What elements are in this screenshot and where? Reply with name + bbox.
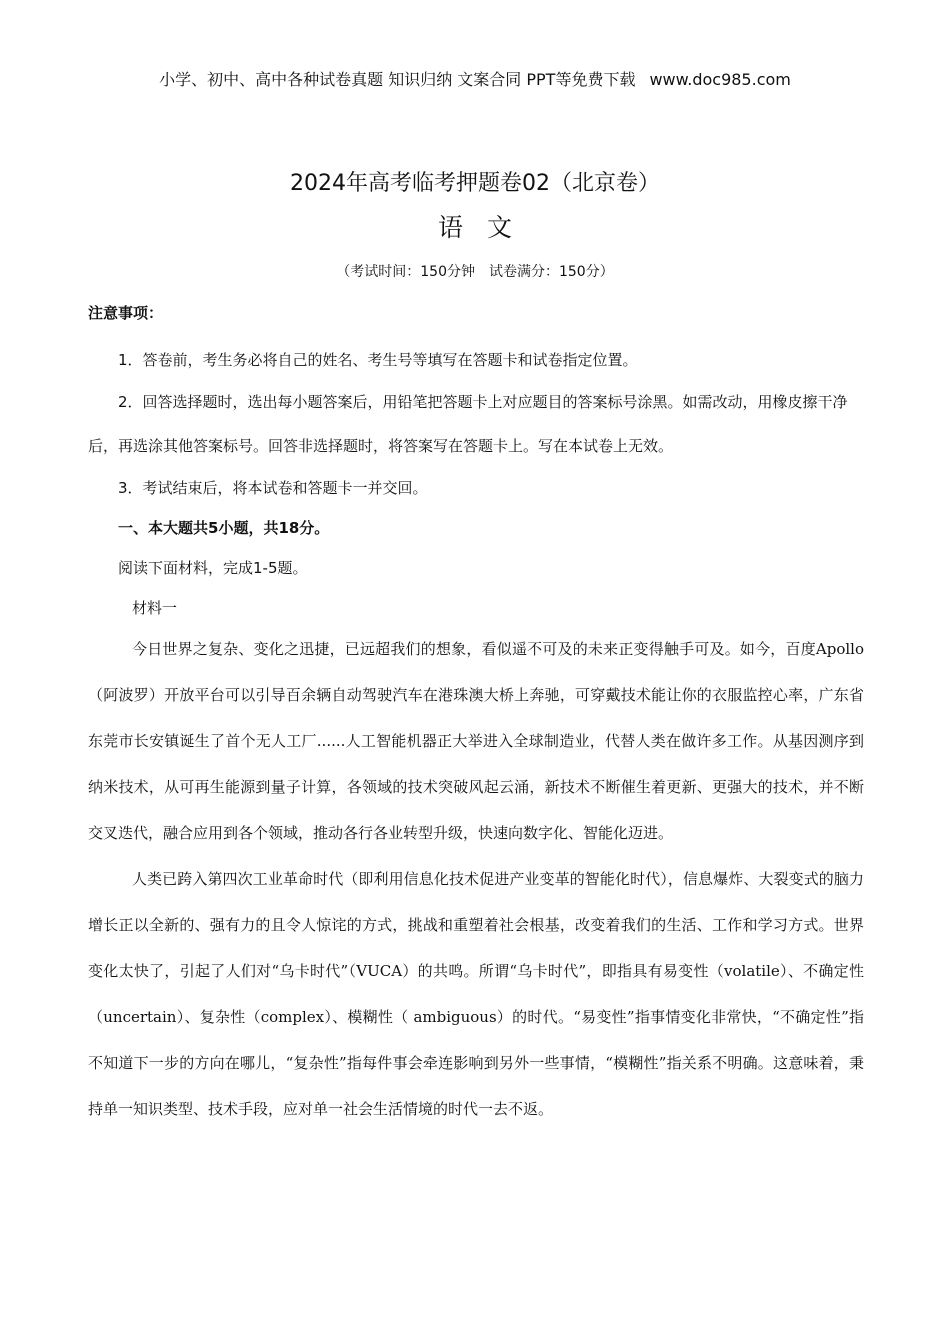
site-banner (0, 69, 950, 91)
section-instruction: 阅读下面材料，完成1-5题。 (118, 559, 308, 577)
passage-paragraph-2: 人类已跨入第四次工业革命时代（即利用信息化技术促进产业变革的智能化时代），信息爆炸、大裂变式的脑力增长正以全新的、强有力的且令人惊诧的方式，挑战和重塑着社会根基，改变着我们的生活、工作和学习方式。世界变化太快了，引起了人们对“乌卡时代”（VUCA）的共鸣。所谓“乌卡时代”，即指具有易变性（volatile）、不确定性（uncertain）、复杂性（complex）、模糊性（ ambiguous）的时代。“易变性”指事情变化非常快，“不确定性”指不知道下一步的方向在哪儿，“复杂性”指每件事会牵连影响到另外一些事情，“模糊性”指关系不明确。这意味着，秉持单一知识类型、技术手段，应对单一社会生活情境的时代一去不返。 (88, 870, 864, 1118)
subject-title: 语文 (437, 213, 536, 242)
exam-meta: （考试时间：150分钟 试卷满分：150分） (336, 264, 614, 280)
notice-heading: 注意事项： (88, 304, 164, 322)
page-title: 2024年高考临考押题卷02（北京卷） (290, 171, 660, 196)
notice-item-2: 2．回答选择题时，选出每小题答案后，用铅笔把答题卡上对应题目的答案标号涂黑。如需改动，用橡皮擦干净后，再选涂其他答案标号。回答非选择题时，将答案写在答题卡上。写在本试卷上无效。 (88, 393, 848, 455)
document-body (88, 300, 864, 1132)
material-title: 材料一 (132, 599, 178, 617)
notice-item-1: 1．答卷前，考生务必将自己的姓名、考生号等填写在答题卡和试卷指定位置。 (118, 351, 638, 369)
banner-site-link[interactable]: www.doc985.com (649, 70, 791, 89)
section-heading: 一、本大题共5小题，共18分。 (118, 519, 330, 537)
banner-tagline: 小学、初中、高中各种试卷真题 知识归纳 文案合同 PPT等免费下载 (159, 70, 636, 89)
passage-paragraph-1: 今日世界之复杂、变化之迅捷，已远超我们的想象，看似遥不可及的未来正变得触手可及。如今，百度Apollo（阿波罗）开放平台可以引导百余辆自动驾驶汽车在港珠澳大桥上奔驰，可穿戴技术能让你的衣服监控心率，广东省东莞市长安镇诞生了首个无人工厂......人工智能机器正大举进入全球制造业，代替人类在做许多工作。从基因测序到纳米技术，从可再生能源到量子计算，各领域的技术突破风起云涌，新技术不断催生着更新、更强大的技术，并不断交叉迭代，融合应用到各个领域，推动各行各业转型升级，快速向数字化、智能化迈进。 (88, 640, 864, 842)
notice-item-3: 3．考试结束后，将本试卷和答题卡一并交回。 (118, 479, 428, 497)
